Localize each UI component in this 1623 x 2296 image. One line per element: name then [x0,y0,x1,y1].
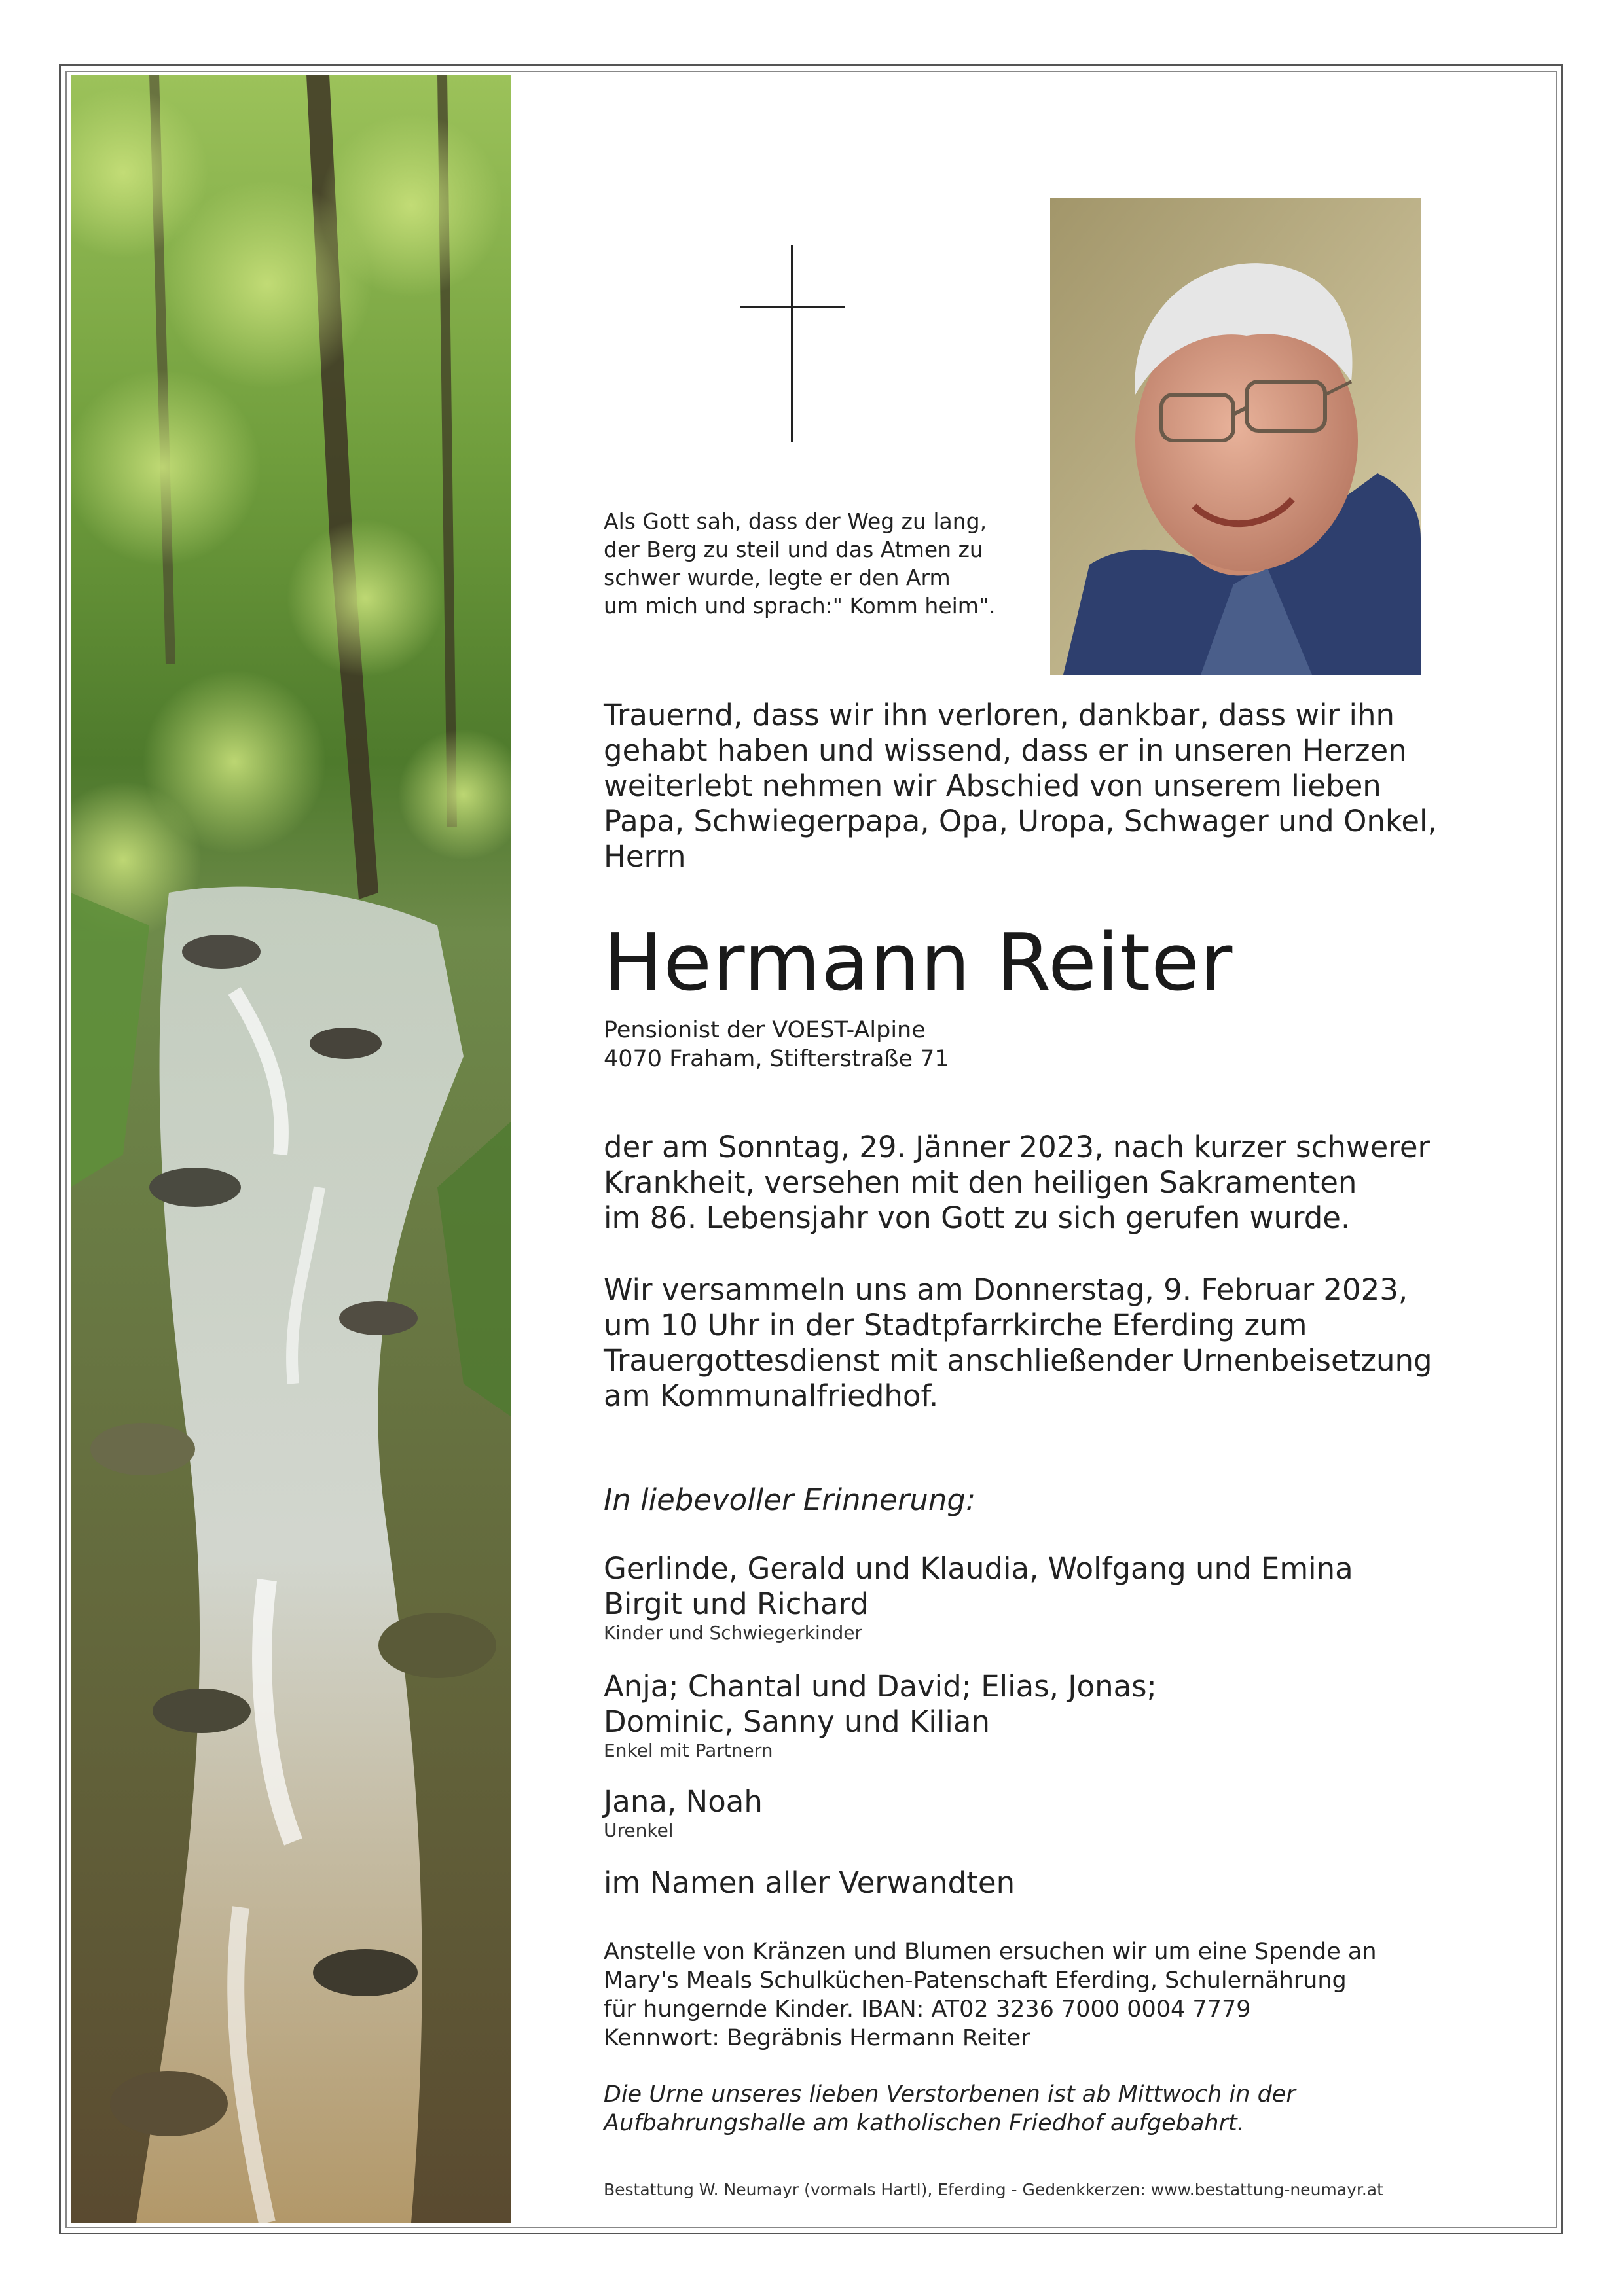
intro-line: weiterlebt nehmen wir Abschied von unserem lieben [604,768,1381,803]
poem-line: um mich und sprach:" Komm heim". [604,593,996,619]
poem-line: Als Gott sah, dass der Weg zu lang, [604,509,987,534]
mourner-relation: Enkel mit Partnern [604,1740,773,1761]
mourner-names: Dominic, Sanny und Kilian [604,1704,991,1739]
poem-line: schwer wurde, legte er den Arm [604,565,951,590]
death-line: Krankheit, versehen mit den heiligen Sakramenten [604,1165,1357,1200]
urn-line: Die Urne unseres lieben Verstorbenen ist ab Mittwoch in der [604,2081,1296,2108]
mourner-names: Birgit und Richard [604,1587,869,1621]
death-line: der am Sonntag, 29. Jänner 2023, nach kurzer schwerer [604,1130,1431,1164]
ceremony-line: Trauergottesdienst mit anschließender Urnenbeisetzung [604,1343,1432,1378]
forest-stream-photo [71,75,511,2223]
intro-line: gehabt haben und wissend, dass er in unseren Herzen [604,733,1407,768]
intro-paragraph [604,698,1437,874]
signoff: im Namen aller Verwandten [604,1865,1015,1900]
poem [604,507,1415,620]
mourner-group [604,1669,1415,1762]
occupation: Pensionist der VOEST-Alpine [604,1017,926,1043]
intro-line: Herrn [604,839,686,874]
death-line: im 86. Lebensjahr von Gott zu sich gerufen wurde. [604,1200,1351,1235]
donation-line: Kennwort: Begräbnis Hermann Reiter [604,2025,1030,2051]
footer-credit: Bestattung W. Neumayr (vormals Hartl), Eferding - Gedenkkerzen: www.bestattung-neumayr.at [604,2180,1383,2199]
mourner-relation: Urenkel [604,1820,674,1841]
mourner-relation: Kinder und Schwiegerkinder [604,1622,863,1643]
urn-notice [604,2080,1415,2138]
ceremony-line: Wir versammeln uns am Donnerstag, 9. Februar 2023, [604,1272,1408,1307]
urn-line: Aufbahrungshalle am katholischen Friedhof aufgebahrt. [604,2110,1245,2136]
donation-notice [604,1937,1415,2053]
ceremony-notice [604,1272,1432,1414]
memory-heading: In liebevoller Erinnerung: [604,1482,976,1517]
mourner-names: Gerlinde, Gerald und Klaudia, Wolfgang und Emina [604,1551,1353,1586]
ceremony-line: um 10 Uhr in der Stadtpfarrkirche Eferding zum [604,1308,1307,1342]
address: 4070 Fraham, Stifterstraße 71 [604,1046,949,1072]
mourner-names: Anja; Chantal und David; Elias, Jonas; [604,1669,1157,1704]
poem-line: der Berg zu steil und das Atmen zu [604,537,983,562]
mourner-group [604,1784,1415,1842]
intro-line: Trauernd, dass wir ihn verloren, dankbar, dass wir ihn [604,698,1395,732]
donation-line: für hungernde Kinder. IBAN: AT02 3236 7000 0004 7779 [604,1996,1251,2022]
deceased-details [604,1016,1415,1073]
mourner-names: Jana, Noah [604,1784,763,1819]
deceased-name: Hermann Reiter [604,918,1233,1009]
donation-line: Anstelle von Kränzen und Blumen ersuchen wir um eine Spende an [604,1939,1377,1965]
donation-line: Mary's Meals Schulküchen-Patenschaft Eferding, Schulernährung [604,1967,1347,1994]
intro-line: Papa, Schwiegerpapa, Opa, Uropa, Schwager und Onkel, [604,804,1437,838]
cross-icon [740,245,845,442]
mourner-group [604,1551,1415,1644]
ceremony-line: am Kommunalfriedhof. [604,1378,939,1413]
death-notice [604,1130,1431,1236]
